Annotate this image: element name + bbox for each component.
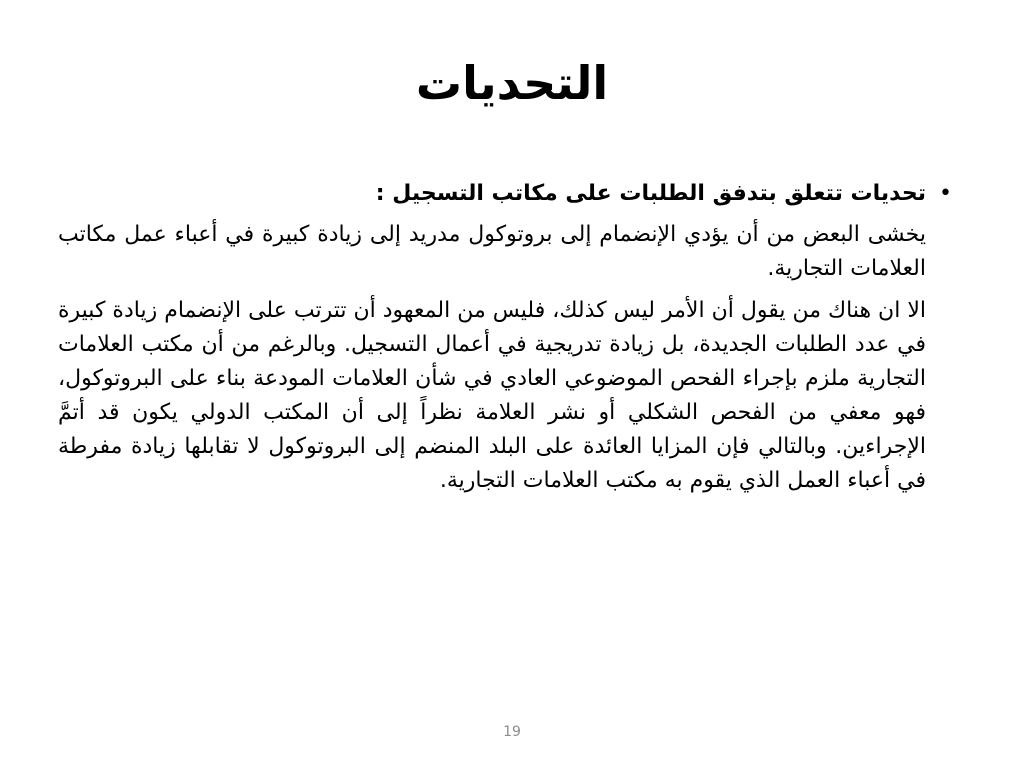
slide-content: [58, 176, 952, 506]
bullet-heading-text: تحديات تتعلق بتدفق الطلبات على مكاتب التسجيل :: [375, 181, 926, 206]
paragraph-2: الا ان هناك من يقول أن الأمر ليس كذلك، فليس من المعهود أن تترتب على الإنضمام زيادة كبيرة في عدد الطلبات الجديدة، بل زيادة تدريجية في أعمال التسجيل. وبالرغم من أن مكتب العلامات التجارية ملزم بإجراء الفحص الموضوعي العادي في شأن العلامات المودعة بناء على البروتوكول، فهو معفي من الفحص الشكلي أو نشر العلامة نظراً إلى أن المكتب الدولي يكون قد أتمَّ الإجراءين. وبالتالي فإن المزايا العائدة على البلد المنضم إلى البروتوكول لا تقابلها زيادة مفرطة في أعباء العمل الذي يقوم به مكتب العلامات التجارية.: [58, 298, 926, 493]
paragraph-1: يخشى البعض من أن يؤدي الإنضمام إلى بروتوكول مدريد إلى زيادة كبيرة في أعباء عمل مكاتب العلامات التجارية.: [58, 222, 926, 281]
slide-title: التحديات: [415, 56, 609, 110]
bullet-heading: [58, 176, 952, 212]
bullet-dot-icon: •: [939, 181, 952, 206]
page-number: 19: [503, 724, 521, 740]
